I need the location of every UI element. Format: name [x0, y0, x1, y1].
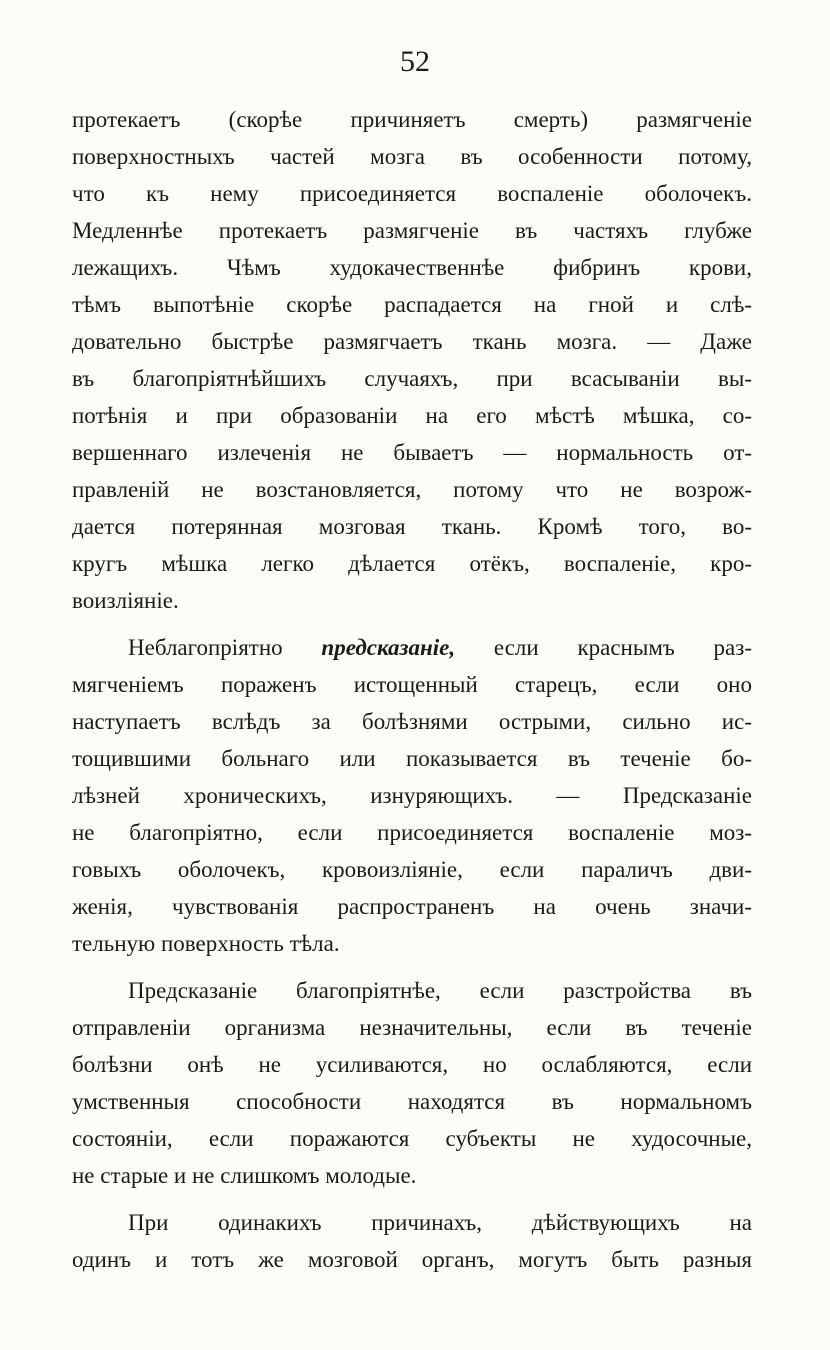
page-number: 52: [400, 45, 430, 78]
text-line: Медленнѣе протекаетъ размягченіе въ частяхъ глубже: [72, 218, 752, 243]
body-text: [72, 101, 752, 1278]
text-line: [72, 629, 752, 666]
emphasized-term: предсказаніе,: [321, 635, 456, 660]
text-line: воизліяніе.: [72, 588, 179, 613]
text-line: говыхъ оболочекъ, кровоизліяніе, если параличъ дви-: [72, 857, 752, 882]
paragraph: [72, 629, 752, 962]
paragraph: [72, 1204, 752, 1278]
text-line: тѣмъ выпотѣніе скорѣе распадается на гной и слѣ-: [72, 292, 752, 317]
text-line: лѣзней хроническихъ, изнуряющихъ. — Предсказаніе: [72, 783, 752, 808]
text-line: лежащихъ. Чѣмъ худокачественнѣе фибринъ крови,: [72, 255, 752, 280]
text-line: тощившими больнаго или показывается въ теченіе бо-: [72, 746, 752, 771]
text-line: наступаетъ вслѣдъ за болѣзнями острыми, сильно ис-: [72, 709, 752, 734]
paragraph: [72, 101, 752, 619]
text-line: не старые и не слишкомъ молодые.: [72, 1163, 417, 1188]
text-line: тельную поверхность тѣла.: [72, 931, 340, 956]
text-run: если краснымъ раз-: [455, 635, 752, 660]
text-line: потѣнія и при образованіи на его мѣстѣ мѣшка, со-: [72, 403, 752, 428]
text-line: вершеннаго излеченія не бываетъ — нормальность от-: [72, 440, 752, 465]
text-line: состояніи, если поражаются субъекты не худосочные,: [72, 1126, 752, 1151]
text-line: поверхностныхъ частей мозга въ особенности потому,: [72, 144, 752, 169]
text-line: дается потерянная мозговая ткань. Кромѣ того, во-: [72, 514, 752, 539]
text-line: мягченіемъ пораженъ истощенный старецъ, если оно: [72, 672, 752, 697]
text-run: Неблагопріятно: [128, 635, 322, 660]
text-line: не благопріятно, если присоединяется воспаленіе моз-: [72, 820, 752, 845]
text-line: Предсказаніе благопріятнѣе, если разстройства въ: [128, 978, 752, 1003]
text-line: умственныя способности находятся въ нормальномъ: [72, 1089, 752, 1114]
text-line: протекаетъ (скорѣе причиняетъ смерть) размягченіе: [72, 107, 752, 132]
text-line: одинъ и тотъ же мозговой органъ, могутъ быть разныя: [72, 1247, 752, 1272]
text-line: правленій не возстановляется, потому что не возрож-: [72, 477, 752, 502]
paragraph: [72, 972, 752, 1194]
text-line: что къ нему присоединяется воспаленіе оболочекъ.: [72, 181, 752, 206]
text-line: отправленіи организма незначительны, если въ теченіе: [72, 1015, 752, 1040]
text-line: женія, чувствованія распространенъ на очень значи-: [72, 894, 752, 919]
text-line: довательно быстрѣе размягчаетъ ткань мозга. — Даже: [72, 329, 752, 354]
text-line: При одинакихъ причинахъ, дѣйствующихъ на: [128, 1210, 752, 1235]
text-line: болѣзни онѣ не усиливаются, но ослабляются, если: [72, 1052, 752, 1077]
text-line: кругъ мѣшка легко дѣлается отёкъ, воспаленіе, кро-: [72, 551, 752, 576]
text-line: въ благопріятнѣйшихъ случаяхъ, при всасываніи вы-: [72, 366, 752, 391]
